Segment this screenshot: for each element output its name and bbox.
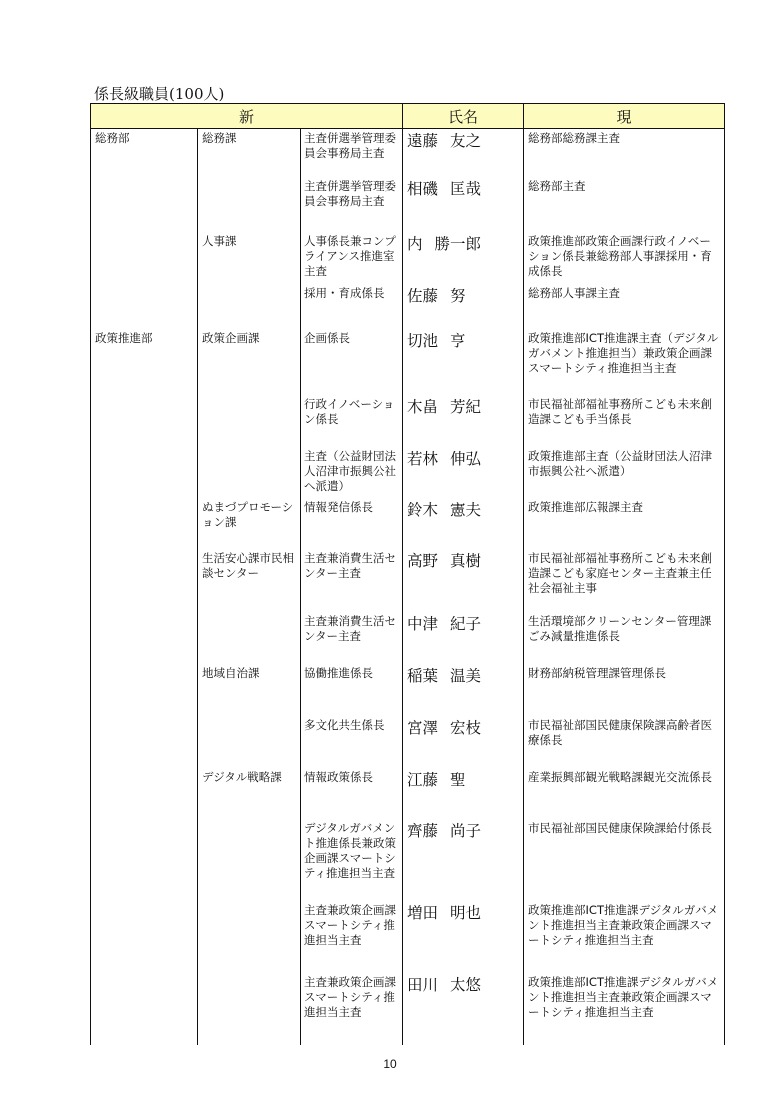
current-post-cell: 産業振興部観光戦略課観光交流係長 (524, 768, 725, 819)
page-title: 係長級職員(100人) (94, 85, 225, 103)
surname: 内 (407, 234, 423, 253)
position-cell: 多文化共生係長 (301, 716, 403, 768)
position-cell: 主査兼消費生活センター主査 (301, 549, 403, 612)
table-row (91, 177, 725, 232)
current-post-cell: 政策推進部ICT推進課デジタルガバメント推進担当主査兼政策企画課スマートシティ推進担当主査 (524, 901, 725, 973)
section-cell: デジタル戦略課 (198, 768, 301, 819)
section-cell: 総務課 (198, 129, 301, 177)
department-cell: 政策推進部 (91, 329, 198, 395)
current-post-cell: 財務部納税管理課管理係長 (524, 664, 725, 716)
table-row (91, 612, 725, 664)
table-row (91, 901, 725, 973)
department-cell: 総務部 (91, 129, 198, 177)
department-cell (91, 901, 198, 973)
table-row (91, 447, 725, 498)
current-post-cell: 総務部主査 (524, 177, 725, 232)
current-post-cell: 政策推進部ICT推進課デジタルガバメント推進担当主査兼政策企画課スマートシティ推進担当主査 (524, 973, 725, 1045)
name-cell (403, 549, 524, 612)
section-cell (198, 177, 301, 232)
name-cell (403, 768, 524, 819)
current-post-cell: 政策推進部広報課主査 (524, 498, 725, 549)
section-cell (198, 395, 301, 447)
name-cell (403, 664, 524, 716)
position-cell: 協働推進係長 (301, 664, 403, 716)
header-new: 新 (91, 104, 403, 129)
name-cell (403, 177, 524, 232)
current-post-cell: 総務部人事課主査 (524, 284, 725, 329)
given-name: 伸弘 (450, 449, 482, 468)
department-cell (91, 284, 198, 329)
current-post-cell: 政策推進部主査（公益財団法人沼津市振興公社へ派遣） (524, 447, 725, 498)
table-row (91, 973, 725, 1045)
department-cell (91, 549, 198, 612)
name-cell (403, 447, 524, 498)
section-cell: 生活安心課市民相談センター (198, 549, 301, 612)
name-cell (403, 329, 524, 395)
table-row (91, 395, 725, 447)
current-post-cell: 政策推進部ICT推進課主査（デジタルガバメント推進担当）兼政策企画課スマートシティ推進担当主査 (524, 329, 725, 395)
given-name: 真樹 (450, 551, 482, 570)
page-number: 10 (383, 1057, 397, 1071)
surname: 鈴木 (407, 500, 439, 519)
department-cell (91, 612, 198, 664)
given-name: 努 (450, 286, 466, 305)
department-cell (91, 664, 198, 716)
table-row (91, 232, 725, 284)
current-post-cell: 政策推進部政策企画課行政イノベーション係長兼総務部人事課採用・育成係長 (524, 232, 725, 284)
surname: 相磯 (407, 179, 439, 198)
section-cell: 人事課 (198, 232, 301, 284)
position-cell: 主査兼政策企画課スマートシティ推進担当主査 (301, 901, 403, 973)
table-row (91, 716, 725, 768)
section-cell (198, 284, 301, 329)
given-name: 温美 (450, 666, 482, 685)
table-row (91, 498, 725, 549)
header-current: 現 (524, 104, 725, 129)
table-row (91, 329, 725, 395)
name-cell (403, 395, 524, 447)
name-cell (403, 973, 524, 1045)
header-name: 氏名 (403, 104, 524, 129)
department-cell (91, 177, 198, 232)
given-name: 勝一郎 (434, 234, 482, 253)
surname: 佐藤 (407, 286, 439, 305)
position-cell: 情報発信係長 (301, 498, 403, 549)
table-body (91, 129, 725, 1045)
department-cell (91, 447, 198, 498)
given-name: 憲夫 (450, 500, 482, 519)
position-cell: 主査兼消費生活センター主査 (301, 612, 403, 664)
given-name: 尚子 (450, 821, 482, 840)
department-cell (91, 973, 198, 1045)
name-cell (403, 901, 524, 973)
table-row (91, 284, 725, 329)
section-cell: ぬまづプロモーション課 (198, 498, 301, 549)
current-post-cell: 市民福祉部福祉事務所こども未来創造課こども家庭センター主査兼主任社会福祉主事 (524, 549, 725, 612)
name-cell (403, 612, 524, 664)
given-name: 聖 (450, 770, 466, 789)
department-cell (91, 395, 198, 447)
section-cell (198, 973, 301, 1045)
department-cell (91, 768, 198, 819)
position-cell: 採用・育成係長 (301, 284, 403, 329)
surname: 若林 (407, 449, 439, 468)
section-cell (198, 901, 301, 973)
personnel-table (90, 103, 725, 1045)
surname: 稲葉 (407, 666, 439, 685)
position-cell: 主査併選挙管理委員会事務局主査 (301, 177, 403, 232)
surname: 齊藤 (407, 821, 439, 840)
surname: 江藤 (407, 770, 439, 789)
section-cell: 政策企画課 (198, 329, 301, 395)
name-cell (403, 716, 524, 768)
department-cell (91, 819, 198, 901)
section-cell (198, 819, 301, 901)
position-cell: 主査（公益財団法人沼津市振興公社へ派遣） (301, 447, 403, 498)
given-name: 匡哉 (450, 179, 482, 198)
given-name: 芳紀 (450, 397, 482, 416)
table-row (91, 129, 725, 177)
name-cell (403, 498, 524, 549)
surname: 増田 (407, 903, 439, 922)
current-post-cell: 総務部総務課主査 (524, 129, 725, 177)
name-cell (403, 232, 524, 284)
current-post-cell: 市民福祉部国民健康保険課給付係長 (524, 819, 725, 901)
table-row (91, 819, 725, 901)
given-name: 友之 (450, 132, 482, 150)
section-cell (198, 612, 301, 664)
given-name: 宏枝 (450, 718, 482, 737)
given-name: 明也 (450, 903, 482, 922)
table-row (91, 768, 725, 819)
surname: 中津 (407, 614, 439, 633)
surname: 高野 (407, 551, 439, 570)
position-cell: デジタルガバメント推進係長兼政策企画課スマートシティ推進担当主査 (301, 819, 403, 901)
current-post-cell: 生活環境部クリーンセンター管理課ごみ減量推進係長 (524, 612, 725, 664)
section-cell: 地域自治課 (198, 664, 301, 716)
name-cell (403, 819, 524, 901)
position-cell: 主査併選挙管理委員会事務局主査 (301, 129, 403, 177)
department-cell (91, 498, 198, 549)
surname: 木畠 (407, 397, 439, 416)
given-name: 亨 (450, 331, 466, 350)
table-row (91, 664, 725, 716)
given-name: 太悠 (450, 975, 482, 994)
section-cell (198, 716, 301, 768)
surname: 田川 (407, 975, 439, 994)
position-cell: 行政イノベーション係長 (301, 395, 403, 447)
department-cell (91, 716, 198, 768)
position-cell: 主査兼政策企画課スマートシティ推進担当主査 (301, 973, 403, 1045)
position-cell: 情報政策係長 (301, 768, 403, 819)
department-cell (91, 232, 198, 284)
name-cell (403, 284, 524, 329)
current-post-cell: 市民福祉部国民健康保険課高齢者医療係長 (524, 716, 725, 768)
surname: 遠藤 (407, 132, 439, 150)
header-row (91, 104, 725, 129)
name-cell (403, 129, 524, 177)
position-cell: 企画係長 (301, 329, 403, 395)
section-cell (198, 447, 301, 498)
position-cell: 人事係長兼コンプライアンス推進室主査 (301, 232, 403, 284)
current-post-cell: 市民福祉部福祉事務所こども未来創造課こども手当係長 (524, 395, 725, 447)
surname: 宮澤 (407, 718, 439, 737)
surname: 切池 (407, 331, 439, 350)
given-name: 紀子 (450, 614, 482, 633)
table-row (91, 549, 725, 612)
